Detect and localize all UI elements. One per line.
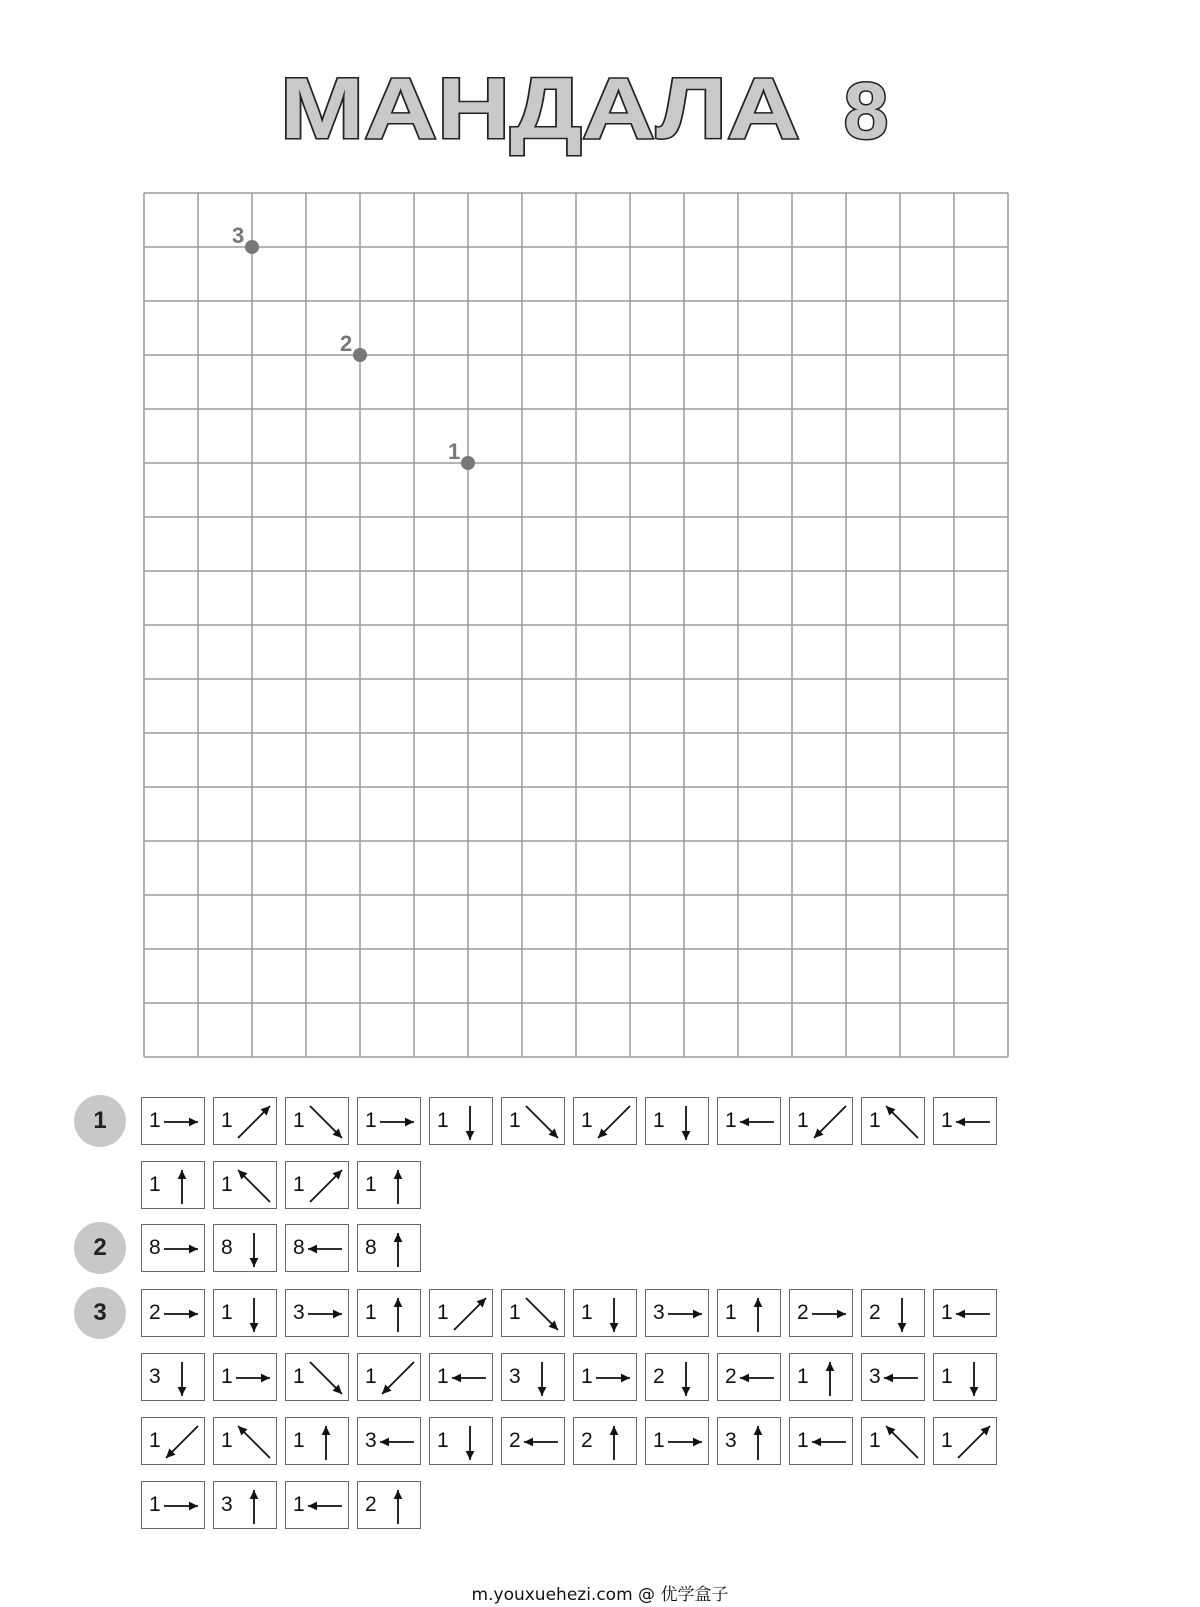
down-left-arrow-icon — [574, 1098, 638, 1146]
move-instruction — [933, 1289, 997, 1337]
move-count: 1 — [221, 1429, 233, 1452]
up-right-arrow-icon — [934, 1418, 998, 1466]
move-count: 8 — [365, 1236, 377, 1259]
move-count: 3 — [293, 1301, 305, 1324]
move-instruction — [789, 1097, 853, 1145]
move-instruction — [573, 1417, 637, 1465]
right-arrow-icon — [142, 1098, 206, 1146]
right-arrow-icon — [142, 1225, 206, 1273]
left-arrow-icon — [430, 1354, 494, 1402]
up-right-arrow-icon — [214, 1098, 278, 1146]
title-word: МАНДАЛА — [280, 61, 800, 157]
move-count: 1 — [437, 1301, 449, 1324]
move-instruction — [645, 1353, 709, 1401]
move-instruction — [933, 1417, 997, 1465]
footer-watermark: m.youxuehezi.com @ 优学盒子 — [471, 1585, 729, 1605]
up-arrow-icon — [358, 1225, 422, 1273]
up-arrow-icon — [286, 1418, 350, 1466]
move-count: 1 — [941, 1109, 953, 1132]
move-instruction — [357, 1353, 421, 1401]
step-3-row — [141, 1417, 997, 1465]
left-arrow-icon — [862, 1354, 926, 1402]
move-instruction — [717, 1417, 781, 1465]
up-left-arrow-icon — [862, 1098, 926, 1146]
move-count: 1 — [869, 1109, 881, 1132]
down-arrow-icon — [142, 1354, 206, 1402]
move-count: 3 — [869, 1365, 881, 1388]
left-arrow-icon — [358, 1418, 422, 1466]
move-instruction — [141, 1417, 205, 1465]
move-count: 2 — [869, 1301, 881, 1324]
move-instruction — [357, 1289, 421, 1337]
move-instruction — [141, 1353, 205, 1401]
move-instruction — [357, 1161, 421, 1209]
move-count: 2 — [149, 1301, 161, 1324]
move-instruction — [213, 1161, 277, 1209]
move-instruction — [573, 1353, 637, 1401]
move-count: 1 — [725, 1301, 737, 1324]
move-instruction — [141, 1481, 205, 1529]
left-arrow-icon — [790, 1418, 854, 1466]
move-count: 1 — [797, 1365, 809, 1388]
move-instruction — [213, 1289, 277, 1337]
step-3-row — [141, 1481, 421, 1529]
move-count: 1 — [797, 1109, 809, 1132]
move-instruction — [501, 1289, 565, 1337]
step-3-row — [141, 1289, 997, 1337]
move-instruction — [645, 1289, 709, 1337]
down-right-arrow-icon — [286, 1098, 350, 1146]
left-arrow-icon — [718, 1354, 782, 1402]
move-count: 1 — [437, 1109, 449, 1132]
up-arrow-icon — [142, 1162, 206, 1210]
move-count: 1 — [365, 1173, 377, 1196]
down-arrow-icon — [502, 1354, 566, 1402]
up-arrow-icon — [358, 1482, 422, 1530]
move-instruction — [933, 1097, 997, 1145]
move-count: 8 — [149, 1236, 161, 1259]
move-count: 1 — [581, 1109, 593, 1132]
move-count: 1 — [365, 1301, 377, 1324]
move-count: 1 — [293, 1365, 305, 1388]
move-instruction — [285, 1161, 349, 1209]
move-instruction — [285, 1289, 349, 1337]
move-instruction — [141, 1289, 205, 1337]
move-count: 1 — [293, 1429, 305, 1452]
move-count: 8 — [221, 1236, 233, 1259]
move-count: 1 — [365, 1365, 377, 1388]
move-count: 1 — [941, 1301, 953, 1324]
move-instruction — [861, 1353, 925, 1401]
right-arrow-icon — [142, 1482, 206, 1530]
down-left-arrow-icon — [790, 1098, 854, 1146]
up-arrow-icon — [214, 1482, 278, 1530]
up-left-arrow-icon — [214, 1418, 278, 1466]
left-arrow-icon — [934, 1098, 998, 1146]
move-count: 1 — [365, 1109, 377, 1132]
right-arrow-icon — [286, 1290, 350, 1338]
move-count: 1 — [293, 1173, 305, 1196]
move-instruction — [429, 1289, 493, 1337]
move-instruction — [285, 1417, 349, 1465]
move-count: 3 — [149, 1365, 161, 1388]
move-count: 2 — [581, 1429, 593, 1452]
move-instruction — [429, 1417, 493, 1465]
move-count: 1 — [581, 1301, 593, 1324]
move-count: 1 — [581, 1365, 593, 1388]
right-arrow-icon — [646, 1290, 710, 1338]
move-instruction — [645, 1417, 709, 1465]
move-instruction — [573, 1289, 637, 1337]
move-count: 3 — [653, 1301, 665, 1324]
step-3-badge: 3 — [74, 1287, 126, 1339]
move-count: 1 — [149, 1429, 161, 1452]
move-instruction — [573, 1097, 637, 1145]
move-count: 3 — [725, 1429, 737, 1452]
step-1-row — [141, 1097, 997, 1145]
down-left-arrow-icon — [142, 1418, 206, 1466]
title-graphic — [0, 60, 1200, 160]
move-instruction — [789, 1289, 853, 1337]
up-arrow-icon — [790, 1354, 854, 1402]
move-count: 1 — [149, 1173, 161, 1196]
down-arrow-icon — [574, 1290, 638, 1338]
move-count: 1 — [221, 1173, 233, 1196]
move-count: 1 — [149, 1493, 161, 1516]
move-count: 1 — [869, 1429, 881, 1452]
move-instruction — [357, 1097, 421, 1145]
left-arrow-icon — [286, 1225, 350, 1273]
step-3-row — [141, 1353, 997, 1401]
move-instruction — [213, 1224, 277, 1272]
down-arrow-icon — [214, 1225, 278, 1273]
right-arrow-icon — [574, 1354, 638, 1402]
up-right-arrow-icon — [286, 1162, 350, 1210]
up-right-arrow-icon — [430, 1290, 494, 1338]
move-count: 2 — [509, 1429, 521, 1452]
move-count: 1 — [293, 1109, 305, 1132]
move-count: 1 — [509, 1301, 521, 1324]
left-arrow-icon — [286, 1482, 350, 1530]
start-point-label: 3 — [232, 223, 245, 248]
down-arrow-icon — [862, 1290, 926, 1338]
down-right-arrow-icon — [286, 1354, 350, 1402]
drawing-grid — [143, 192, 1009, 1058]
title-number: 8 — [843, 66, 889, 155]
move-count: 3 — [365, 1429, 377, 1452]
move-count: 1 — [221, 1109, 233, 1132]
right-arrow-icon — [142, 1290, 206, 1338]
move-instruction — [933, 1353, 997, 1401]
left-arrow-icon — [934, 1290, 998, 1338]
move-instruction — [717, 1353, 781, 1401]
start-point[interactable] — [245, 240, 259, 254]
move-count: 1 — [941, 1365, 953, 1388]
move-count: 1 — [509, 1109, 521, 1132]
move-instruction — [213, 1481, 277, 1529]
move-instruction — [357, 1224, 421, 1272]
step-2-row — [141, 1224, 421, 1272]
down-arrow-icon — [214, 1290, 278, 1338]
move-instruction — [213, 1097, 277, 1145]
move-count: 1 — [221, 1365, 233, 1388]
move-count: 2 — [653, 1365, 665, 1388]
right-arrow-icon — [358, 1098, 422, 1146]
step-1-badge: 1 — [74, 1095, 126, 1147]
move-instruction — [213, 1417, 277, 1465]
move-count: 1 — [293, 1493, 305, 1516]
up-arrow-icon — [358, 1290, 422, 1338]
up-arrow-icon — [718, 1418, 782, 1466]
move-instruction — [861, 1289, 925, 1337]
move-instruction — [429, 1353, 493, 1401]
move-instruction — [141, 1161, 205, 1209]
move-instruction — [789, 1353, 853, 1401]
move-count: 1 — [725, 1109, 737, 1132]
move-instruction — [213, 1353, 277, 1401]
up-arrow-icon — [574, 1418, 638, 1466]
up-left-arrow-icon — [862, 1418, 926, 1466]
down-arrow-icon — [646, 1354, 710, 1402]
move-instruction — [501, 1097, 565, 1145]
right-arrow-icon — [214, 1354, 278, 1402]
move-count: 1 — [221, 1301, 233, 1324]
move-count: 1 — [797, 1429, 809, 1452]
move-instruction — [285, 1224, 349, 1272]
move-count: 1 — [437, 1429, 449, 1452]
grid-canvas — [143, 192, 1009, 1058]
move-instruction — [357, 1417, 421, 1465]
move-count: 8 — [293, 1236, 305, 1259]
start-point[interactable] — [461, 456, 475, 470]
down-right-arrow-icon — [502, 1290, 566, 1338]
right-arrow-icon — [790, 1290, 854, 1338]
move-instruction — [285, 1097, 349, 1145]
move-count: 2 — [797, 1301, 809, 1324]
move-instruction — [861, 1097, 925, 1145]
move-count: 1 — [653, 1109, 665, 1132]
down-arrow-icon — [646, 1098, 710, 1146]
move-instruction — [789, 1417, 853, 1465]
move-instruction — [285, 1481, 349, 1529]
move-count: 2 — [365, 1493, 377, 1516]
page-title — [0, 60, 1200, 160]
step-1-row — [141, 1161, 421, 1209]
move-count: 3 — [509, 1365, 521, 1388]
move-instruction — [717, 1289, 781, 1337]
move-count: 1 — [941, 1429, 953, 1452]
down-left-arrow-icon — [358, 1354, 422, 1402]
move-count: 1 — [653, 1429, 665, 1452]
move-instruction — [501, 1417, 565, 1465]
move-instruction — [141, 1224, 205, 1272]
move-instruction — [285, 1353, 349, 1401]
start-point-label: 1 — [448, 439, 461, 464]
move-instruction — [501, 1353, 565, 1401]
left-arrow-icon — [718, 1098, 782, 1146]
move-instruction — [717, 1097, 781, 1145]
down-arrow-icon — [430, 1098, 494, 1146]
move-instruction — [357, 1481, 421, 1529]
right-arrow-icon — [646, 1418, 710, 1466]
left-arrow-icon — [502, 1418, 566, 1466]
down-arrow-icon — [934, 1354, 998, 1402]
move-instruction — [429, 1097, 493, 1145]
down-arrow-icon — [430, 1418, 494, 1466]
start-point[interactable] — [353, 348, 367, 362]
move-count: 2 — [725, 1365, 737, 1388]
up-arrow-icon — [358, 1162, 422, 1210]
move-count: 1 — [437, 1365, 449, 1388]
move-count: 3 — [221, 1493, 233, 1516]
move-instruction — [141, 1097, 205, 1145]
down-right-arrow-icon — [502, 1098, 566, 1146]
move-instruction — [861, 1417, 925, 1465]
up-arrow-icon — [718, 1290, 782, 1338]
start-point-label: 2 — [340, 331, 353, 356]
move-count: 1 — [149, 1109, 161, 1132]
move-instruction — [645, 1097, 709, 1145]
up-left-arrow-icon — [214, 1162, 278, 1210]
step-2-badge: 2 — [74, 1222, 126, 1274]
